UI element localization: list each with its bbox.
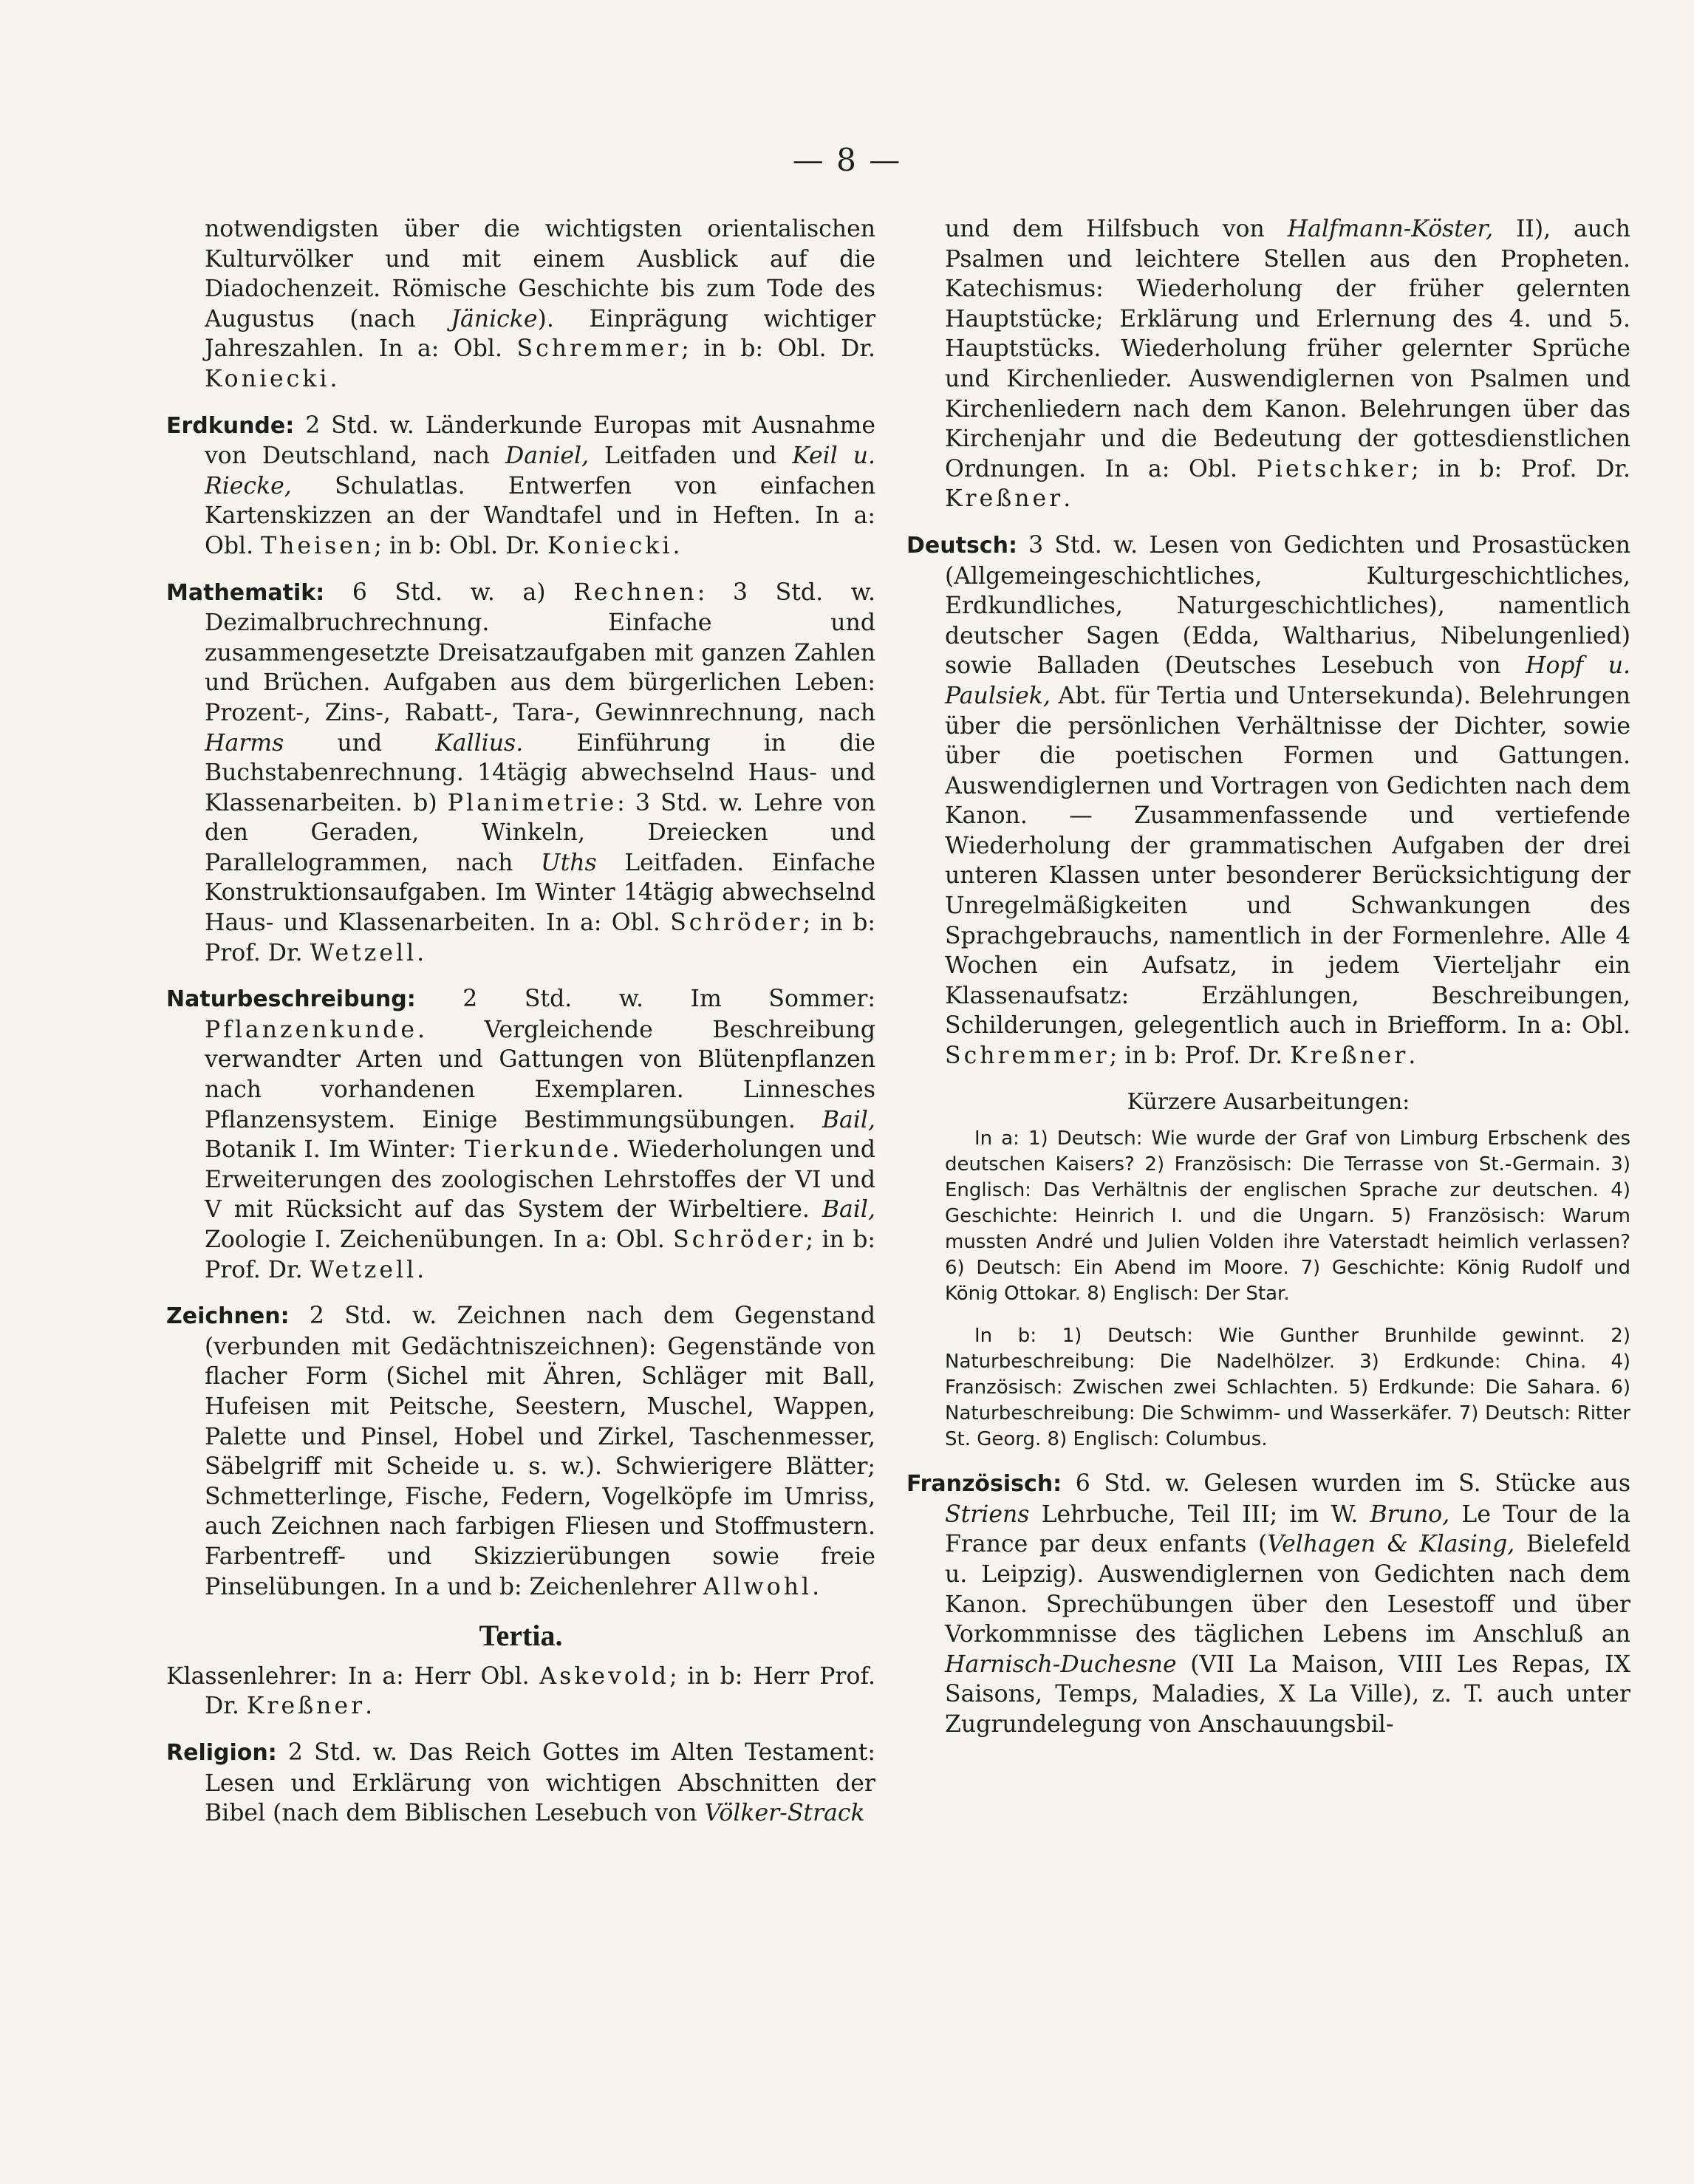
- history-continuation: notwendigsten über die wichtigsten orientalischen Kulturvölker und mit einem Ausblick auf die Diadochenzeit. Römische Geschichte bis zum Tode des Augustus (nach Jänicke). Einprägung wichtiger Jahreszahlen. In a: Obl. Schremmer; in b: Obl. Dr. Koniecki.: [205, 216, 875, 392]
- klassenlehrer-line: Klassenlehrer: In a: Herr Obl. Askevold; in b: Herr Prof. Dr. Kreßner.: [166, 1662, 875, 1720]
- section-erdkunde: Erdkunde: 2 Std. w. Länderkunde Europas mit Ausnahme von Deutschland, nach Daniel, Leitfaden und Keil u. Riecke, Schulatlas. Entwerfen von einfachen Kartenskizzen an der Wandtafel und in Heften. In a: Obl. Theisen; in b: Obl. Dr. Koniecki.: [166, 412, 876, 559]
- right-column: [906, 214, 1630, 1756]
- religion-continuation: und dem Hilfsbuch von Halfmann-Köster, II), auch Psalmen und leichtere Stellen aus den Propheten. Katechismus: Wiederholung der früher gelernten Hauptstücke; Erklärung und Erlernung des 4. und 5. Hauptstücks. Wiederholung früher gelernter Sprüche und Kirchenlieder. Auswendiglernen von Psalmen und Kirchenliedern nach dem Kanon. Belehrungen über das Kirchenjahr und die Bedeutung der gottesdienstlichen Ordnungen. In a: Obl. Pietschker; in b: Prof. Dr. Kreßner.: [945, 216, 1630, 513]
- section-mathematik: Mathematik: 6 Std. w. a) Rechnen: 3 Std. w. Dezimalbruchrechnung. Einfache und zusammengesetzte Dreisatzaufgaben mit ganzen Zahlen und Brüchen. Aufgaben aus dem bürgerlichen Leben: Prozent-, Zins-, Rabatt-, Tara-, Gewinnrechnung, nach Harms und Kallius. Einführung in die Buchstabenrechnung. 14tägig abwechselnd Haus- und Klassenarbeiten. b) Planimetrie: 3 Std. w. Lehre von den Geraden, Winkeln, Dreiecken und Parallelogrammen, nach Uths Leitfaden. Einfache Konstruktionsaufgaben. Im Winter 14tägig abwechselnd Haus- und Klassenarbeiten. In a: Obl. Schröder; in b: Prof. Dr. Wetzell.: [166, 579, 876, 966]
- section-religion: Religion: 2 Std. w. Das Reich Gottes im Alten Testament: Lesen und Erklärung von wichtigen Abschnitten der Bibel (nach dem Biblischen Lesebuch von Völker-Strack: [166, 1738, 875, 1827]
- section-heading: Erdkunde:: [166, 412, 295, 439]
- kuerzere-heading: Kürzere Ausarbeitungen:: [1127, 1088, 1410, 1115]
- section-heading: Mathematik:: [166, 579, 325, 606]
- heading-tertia: Tertia.: [479, 1619, 563, 1653]
- page-number: — 8 —: [792, 142, 902, 178]
- section-heading: Zeichnen:: [166, 1303, 290, 1330]
- section-deutsch: Deutsch: 3 Std. w. Lesen von Gedichten und Prosastücken (Allgemeingeschichtliches, Kulturgeschichtliches, Erdkundliches, Naturgeschichtliches), namentlich deutscher Sagen (Edda, Waltharius, Nibelungenlied) sowie Balladen (Deutsches Lesebuch von Hopf u. Paulsiek, Abt. für Tertia und Untersekunda). Belehrungen über die persönlichen Verhältnisse der Dichter, sowie über die poetischen Formen und Gattungen. Auswendiglernen und Vortragen von Gedichten nach dem Kanon. — Zusammenfassende und vertiefende Wiederholung der grammatischen Aufgaben der drei unteren Klassen unter besonderer Berücksichtigung der Unregelmäßigkeiten und Schwankungen des Sprachgebrauchs, namentlich in der Formenlehre. Alle 4 Wochen ein Aufsatz, in jedem Vierteljahr ein Klassenaufsatz: Erzählungen, Beschreibungen, Schilderungen, gelegentlich auch in Briefform. In a: Obl. Schremmer; in b: Prof. Dr. Kreßner.: [906, 531, 1631, 1070]
- section-franzoesisch: Französisch: 6 Std. w. Gelesen wurden im S. Stücke aus Striens Lehrbuche, Teil III; im W. Bruno, Le Tour de la France par deux enfants (Velhagen & Klasing, Bielefeld u. Leipzig). Auswendiglernen von Gedichten nach dem Kanon. Sprechübungen über den Lesestoff und über Vorkommnisse des täglichen Lebens im Anschluß an Harnisch-Duchesne (VII La Maison, VIII Les Repas, IX Saisons, Temps, Maladies, X La Ville), z. T. auch unter Zugrundelegung von Anschauungsbil-: [906, 1470, 1631, 1738]
- section-naturbeschreibung: Naturbeschreibung: 2 Std. w. Im Sommer: Pflanzenkunde. Vergleichende Beschreibung verwandter Arten und Gattungen von Blütenpflanzen nach vorhandenen Exemplaren. Linnesches Pflanzensystem. Einige Bestimmungsübungen. Bail, Botanik I. Im Winter: Tierkunde. Wiederholungen und Erweiterungen des zoologischen Lehrstoffes der VI und V mit Rücksicht auf das System der Wirbeltiere. Bail, Zoologie I. Zeichenübungen. In a: Obl. Schröder; in b: Prof. Dr. Wetzell.: [166, 986, 875, 1283]
- left-column: [166, 214, 875, 1845]
- section-zeichnen: Zeichnen: 2 Std. w. Zeichnen nach dem Gegenstand (verbunden mit Gedächtniszeichnen): Gegenstände von flacher Form (Sichel mit Ähren, Schläger mit Ball, Hufeisen mit Peitsche, Seestern, Muschel, Wappen, Palette und Pinsel, Hobel und Zirkel, Taschenmesser, Säbelgriff mit Scheide u. s. w.). Schwierigere Blätter; Schmetterlinge, Fische, Federn, Vogelköpfe im Umriss, auch Zeichnen nach farbigen Fliesen und Stoffmustern. Farbentreff- und Skizzierübungen sowie freie Pinselübungen. In a und b: Zeichenlehrer Allwohl.: [166, 1303, 875, 1600]
- section-heading: Naturbeschreibung:: [166, 986, 416, 1013]
- section-heading: Deutsch:: [906, 532, 1017, 559]
- section-heading: Französisch:: [906, 1471, 1062, 1498]
- kuerzere-list-a: In a: 1) Deutsch: Wie wurde der Graf von Limburg Erbschenk des deutschen Kaisers? 2) Französisch: Die Terrasse von St.-Germain. 3) Englisch: Das Verhältnis der englischen Sprache zur deutschen. 4) Geschichte: Heinrich I. und die Ungarn. 5) Französisch: Warum mussten André und Julien Volden ihre Vaterstadt heimlich verlassen? 6) Deutsch: Ein Abend im Moore. 7) Geschichte: König Rudolf und König Ottokar. 8) Englisch: Der Star.: [945, 1127, 1630, 1306]
- kuerzere-list-b: In b: 1) Deutsch: Wie Gunther Brunhilde gewinnt. 2) Naturbeschreibung: Die Nadelhölzer. 3) Erdkunde: China. 4) Französisch: Zwischen zwei Schlachten. 5) Erdkunde: Die Sahara. 6) Naturbeschreibung: Die Schwimm- und Wasserkäfer. 7) Deutsch: Ritter St. Georg. 8) Englisch: Columbus.: [945, 1325, 1630, 1451]
- section-heading: Religion:: [166, 1739, 277, 1766]
